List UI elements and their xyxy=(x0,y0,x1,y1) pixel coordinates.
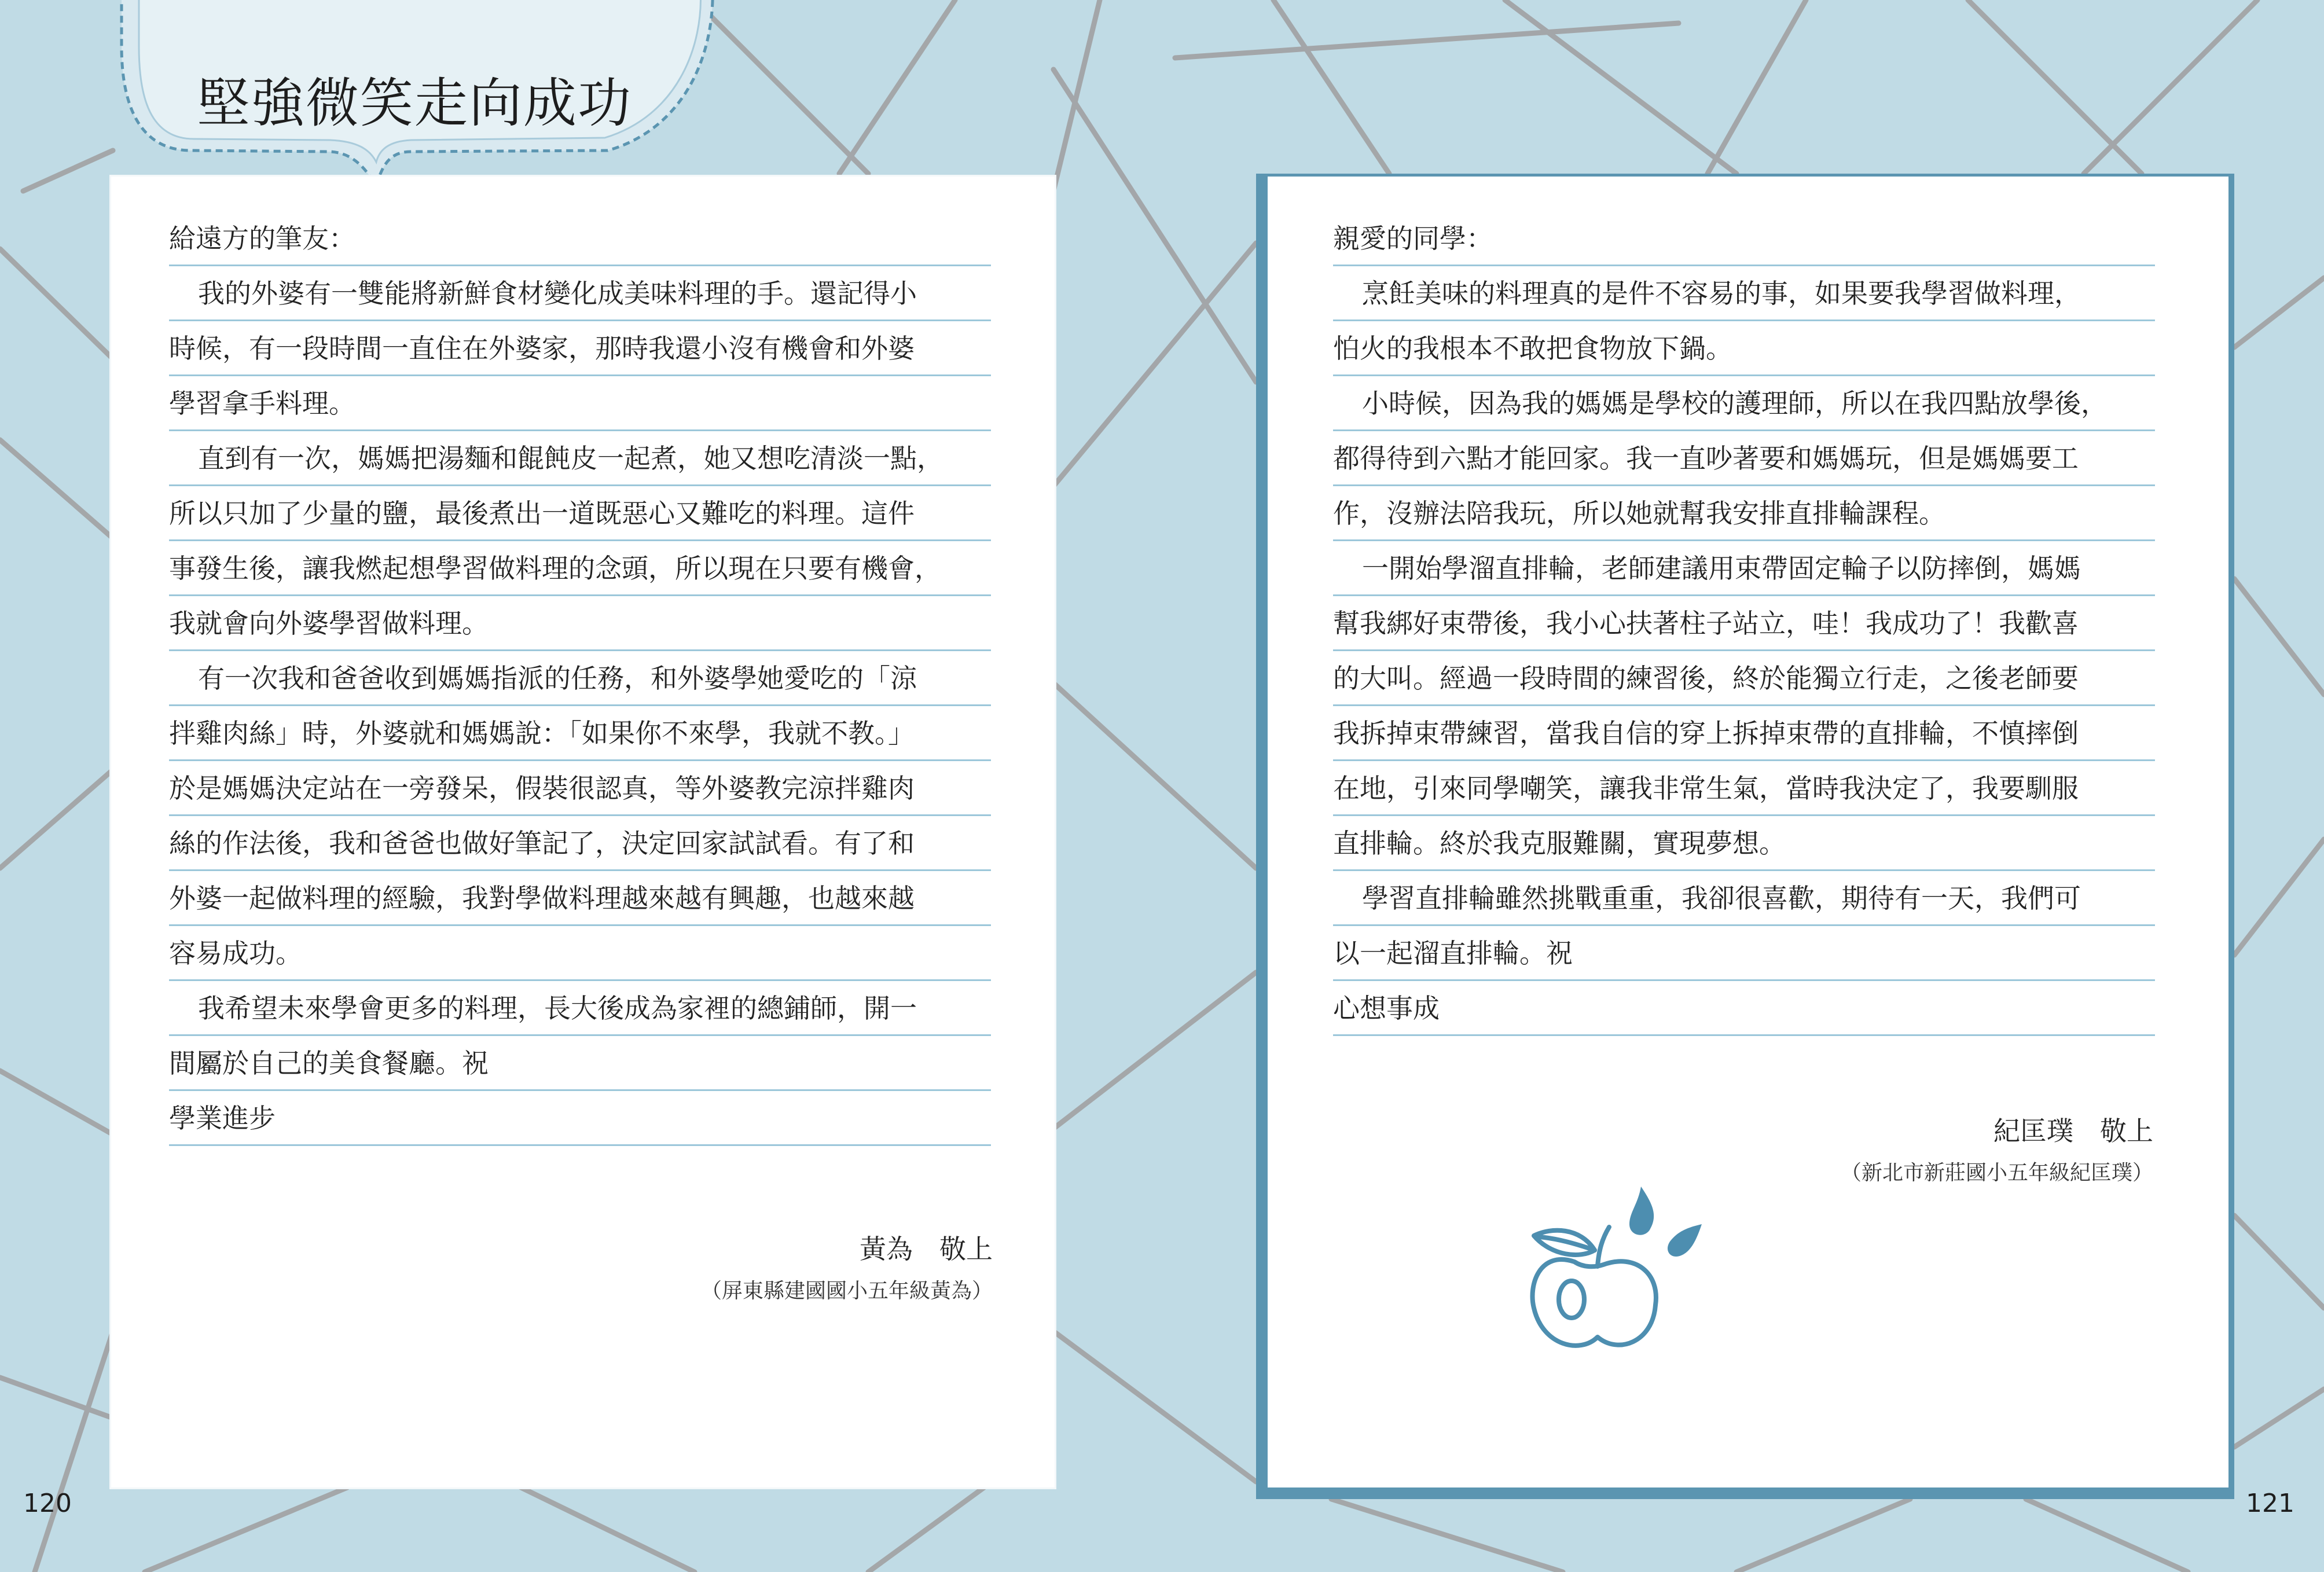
letter-line: 拌雞肉絲」時，外婆就和媽媽說：「如果你不來學，我就不教。」 xyxy=(169,706,991,761)
letter-line: 所以只加了少量的鹽，最後煮出一道既惡心又難吃的料理。這件 xyxy=(169,486,991,541)
page-number-right: 121 xyxy=(2246,1489,2294,1518)
page-title: 堅強微笑走向成功 xyxy=(197,72,633,134)
letter-line: 作，沒辦法陪我玩，所以她就幫我安排直排輪課程。 xyxy=(1333,486,2155,541)
signature-name: 紀匡璞 敬上 xyxy=(1993,1115,2153,1147)
letter-line: 的大叫。經過一段時間的練習後，終於能獨立行走，之後老師要 xyxy=(1333,651,2155,706)
letter-line: 都得待到六點才能回家。我一直吵著要和媽媽玩，但是媽媽要工 xyxy=(1333,431,2155,486)
apple-icon xyxy=(1517,1181,1708,1354)
letter-line: 怕火的我根本不敢把食物放下鍋。 xyxy=(1333,321,2155,376)
signature-school: （新北市新莊國小五年級紀匡璞） xyxy=(1840,1161,2153,1185)
letter-line: 我拆掉束帶練習，當我自信的穿上拆掉束帶的直排輪，不慎摔倒 xyxy=(1333,706,2155,761)
page-number-left: 120 xyxy=(23,1489,72,1518)
letter-line: 心想事成 xyxy=(1333,981,2155,1036)
letter-line: 事發生後，讓我燃起想學習做料理的念頭，所以現在只要有機會， xyxy=(169,541,991,596)
right-letter-signature-block xyxy=(1841,1110,2153,1186)
letter-line: 在地，引來同學嘲笑，讓我非常生氣，當時我決定了，我要馴服 xyxy=(1333,761,2155,816)
letter-line: 烹飪美味的料理真的是件不容易的事，如果要我學習做料理， xyxy=(1333,266,2155,321)
letter-line: 外婆一起做料理的經驗，我對學做料理越來越有興趣，也越來越 xyxy=(169,871,991,926)
letter-line: 一開始學溜直排輪，老師建議用束帶固定輪子以防摔倒，媽媽 xyxy=(1333,541,2155,596)
letter-line: 絲的作法後，我和爸爸也做好筆記了，決定回家試試看。有了和 xyxy=(169,816,991,871)
letter-line: 間屬於自己的美食餐廳。祝 xyxy=(169,1036,991,1091)
letter-line: 容易成功。 xyxy=(169,926,991,981)
left-letter-signature-block xyxy=(701,1228,993,1304)
letter-line: 於是媽媽決定站在一旁發呆，假裝很認真，等外婆教完涼拌雞肉 xyxy=(169,761,991,816)
letter-line: 有一次我和爸爸收到媽媽指派的任務，和外婆學她愛吃的「涼 xyxy=(169,651,991,706)
letter-line: 我的外婆有一雙能將新鮮食材變化成美味料理的手。還記得小 xyxy=(169,266,991,321)
letter-line: 給遠方的筆友： xyxy=(169,211,991,266)
signature-name: 黃為 敬上 xyxy=(860,1233,993,1265)
letter-line: 學習拿手料理。 xyxy=(169,376,991,431)
signature-school: （屏東縣建國國小五年級黃為） xyxy=(700,1279,993,1303)
left-letter xyxy=(169,211,991,1146)
letter-line: 小時候，因為我的媽媽是學校的護理師，所以在我四點放學後， xyxy=(1333,376,2155,431)
letter-line: 幫我綁好束帶後，我小心扶著柱子站立，哇！我成功了！我歡喜 xyxy=(1333,596,2155,651)
letter-line: 親愛的同學： xyxy=(1333,211,2155,266)
letter-line: 以一起溜直排輪。祝 xyxy=(1333,926,2155,981)
letter-line: 直排輪。終於我克服難關，實現夢想。 xyxy=(1333,816,2155,871)
letter-line: 學業進步 xyxy=(169,1091,991,1146)
letter-line: 學習直排輪雖然挑戰重重，我卻很喜歡，期待有一天，我們可 xyxy=(1333,871,2155,926)
letter-line: 我希望未來學會更多的料理，長大後成為家裡的總鋪師，開一 xyxy=(169,981,991,1036)
right-letter xyxy=(1333,211,2155,1036)
letter-line: 我就會向外婆學習做料理。 xyxy=(169,596,991,651)
letter-line: 直到有一次，媽媽把湯麵和餛飩皮一起煮，她又想吃清淡一點， xyxy=(169,431,991,486)
letter-line: 時候，有一段時間一直住在外婆家，那時我還小沒有機會和外婆 xyxy=(169,321,991,376)
